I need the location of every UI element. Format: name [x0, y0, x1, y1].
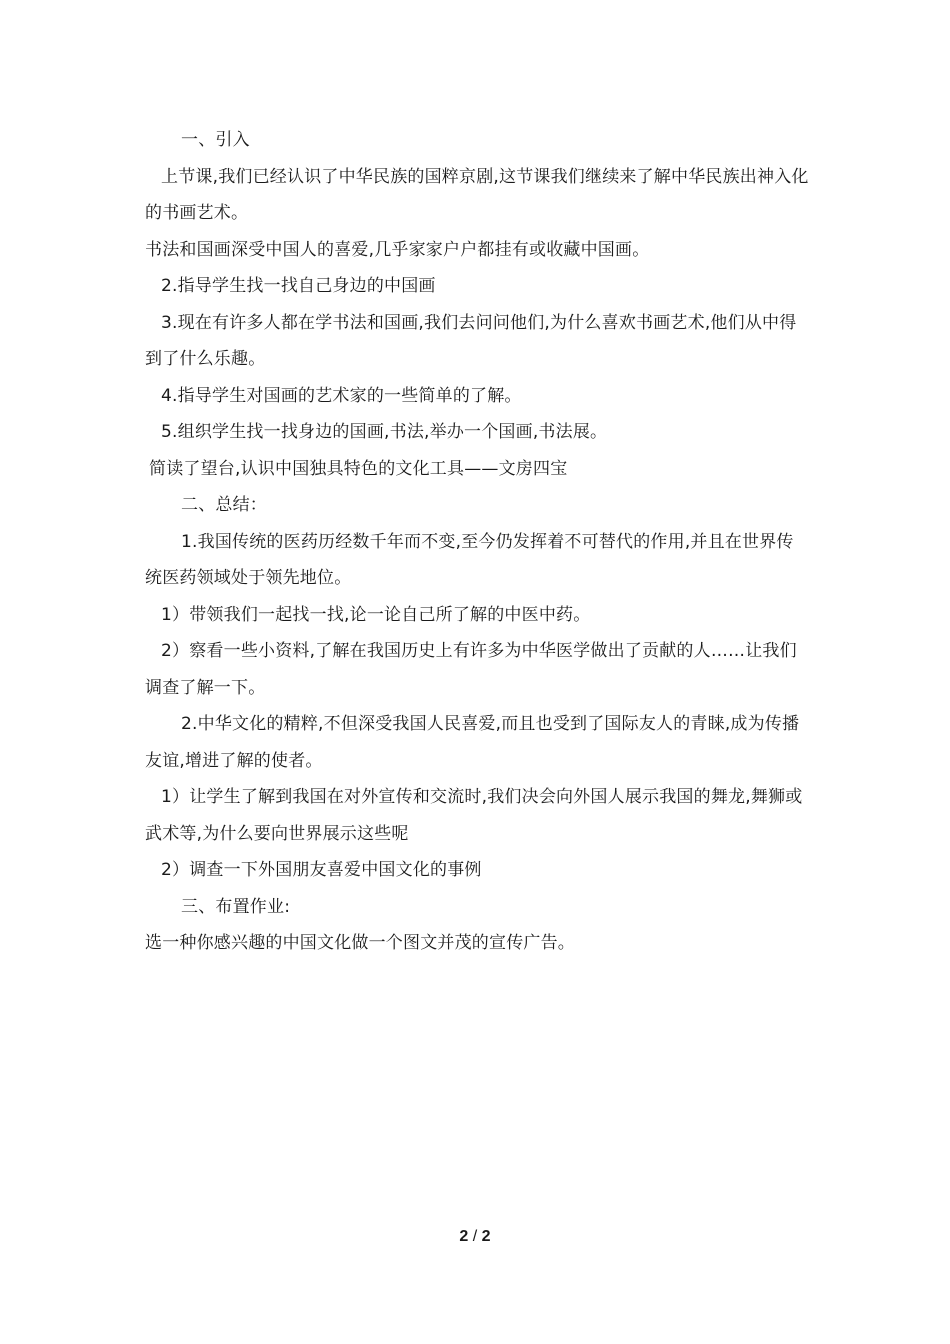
document-body — [145, 122, 810, 962]
paragraph: 4.指导学生对国画的艺术家的一些简单的了解。 — [161, 385, 522, 406]
paragraph: 2.指导学生找一找自己身边的中国画 — [161, 276, 436, 296]
paragraph: 简读了望台,认识中国独具特色的文化工具——文房四宝 — [149, 458, 568, 479]
paragraph: 2）察看一些小资料,了解在我国历史上有许多为中华医学做出了贡献的人……让我们调查了解一下。 — [145, 641, 797, 698]
total-pages-number: 2 — [481, 1228, 491, 1245]
paragraph: 书法和国画深受中国人的喜爱,几乎家家户户都挂有或收藏中国画。 — [145, 239, 650, 260]
page-number — [0, 1228, 950, 1246]
section-heading: 二、总结： — [181, 495, 267, 515]
paragraph: 上节课,我们已经认识了中华民族的国粹京剧,这节课我们继续来了解中华民族出神入化的书画艺术。 — [145, 166, 809, 223]
paragraph: 1）带领我们一起找一找,论一论自己所了解的中医中药。 — [161, 604, 591, 625]
section-heading: 三、布置作业: — [181, 896, 291, 917]
paragraph: 2.中华文化的精粹,不但深受我国人民喜爱,而且也受到了国际友人的青睐,成为传播友谊,增进了解的使者。 — [145, 714, 800, 771]
paragraph: 1.我国传统的医药历经数千年而不变,至今仍发挥着不可替代的作用,并且在世界传统医药领域处于领先地位。 — [145, 531, 794, 588]
current-page-number: 2 — [459, 1228, 469, 1245]
page-number-separator: / — [472, 1228, 478, 1245]
paragraph: 3.现在有许多人都在学书法和国画,我们去问问他们,为什么喜欢书画艺术,他们从中得到了什么乐趣。 — [145, 312, 797, 369]
paragraph: 选一种你感兴趣的中国文化做一个图文并茂的宣传广告。 — [145, 933, 575, 953]
paragraph: 1）让学生了解到我国在对外宣传和交流时,我们决会向外国人展示我国的舞龙,舞狮或武术等,为什么要向世界展示这些呢 — [145, 787, 803, 844]
paragraph: 2）调查一下外国朋友喜爱中国文化的事例 — [161, 860, 482, 880]
paragraph: 一、引入 — [181, 130, 250, 150]
paragraph: 5.组织学生找一找身边的国画,书法,举办一个国画,书法展。 — [161, 422, 608, 442]
